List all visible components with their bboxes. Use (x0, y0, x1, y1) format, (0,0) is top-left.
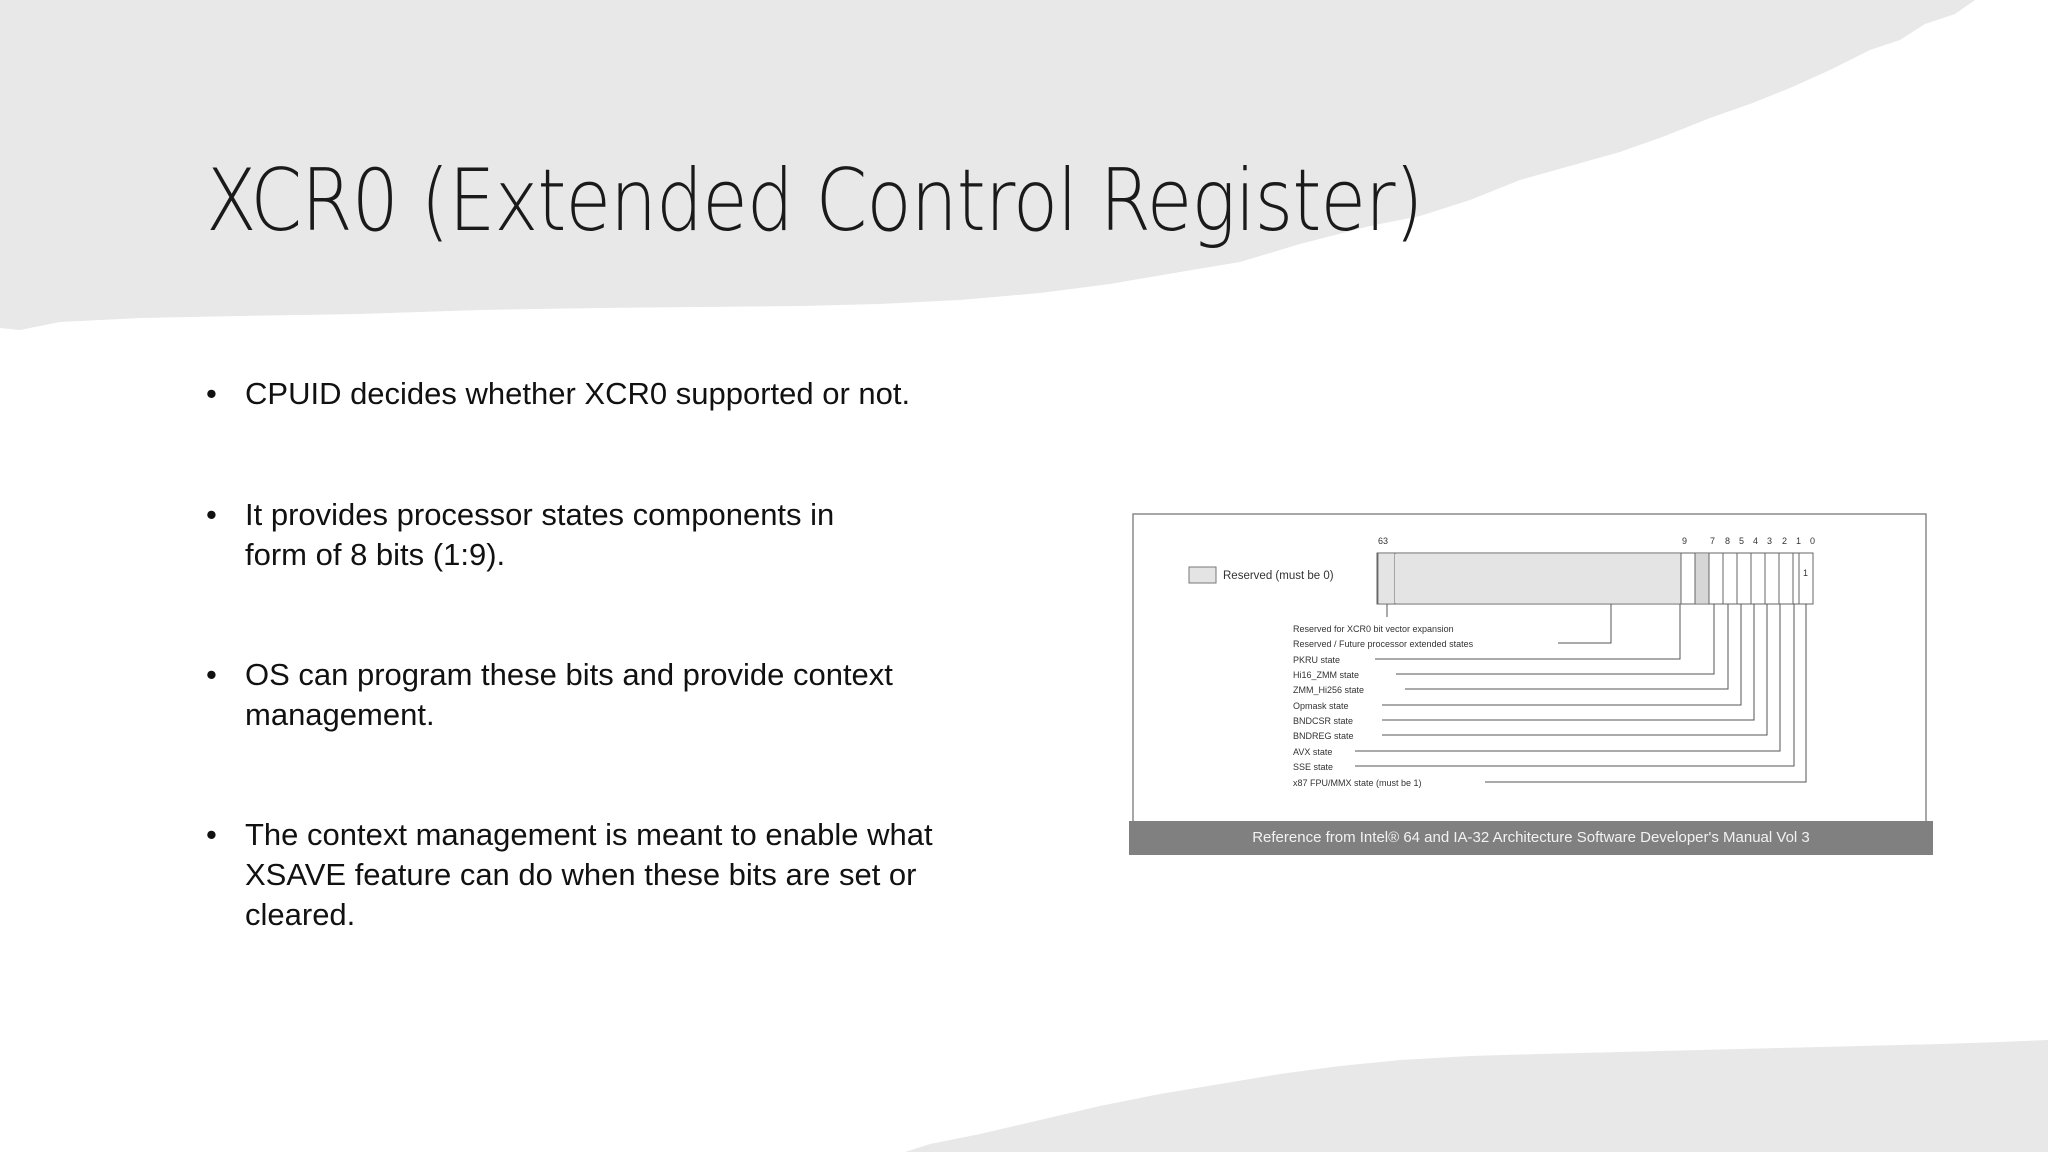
bullet-dot: • (206, 817, 217, 852)
slide-title: XCR0 (Extended Control Register) (206, 151, 1423, 251)
bottom-torn-paper (905, 1040, 2048, 1152)
bullet-dot: • (206, 497, 217, 532)
bit-label: 8 (1725, 536, 1731, 546)
bit0-value: 1 (1803, 568, 1809, 578)
bit-label: 9 (1682, 536, 1688, 546)
bit-label: 7 (1710, 536, 1716, 546)
bit-label: 63 (1378, 536, 1389, 546)
bit-label: 1 (1796, 536, 1802, 546)
bullet-text: It provides processor states components in form of 8 bits (1:9). (245, 497, 835, 572)
bit-label: 0 (1810, 536, 1816, 546)
bullet-dot: • (206, 376, 217, 411)
bullet-text: CPUID decides whether XCR0 supported or not. (245, 376, 911, 411)
bit-label: 2 (1782, 536, 1788, 546)
bit-label: 4 (1753, 536, 1759, 546)
state-label: AVX state (1293, 747, 1333, 757)
state-label: BNDREG state (1293, 731, 1354, 741)
bullet-text: OS can program these bits and provide context management. (245, 657, 893, 732)
legend-label: Reserved (must be 0) (1223, 570, 1334, 582)
bullet-text: The context management is meant to enable what XSAVE feature can do when these bits are set or cleared. (245, 817, 933, 932)
state-label: Hi16_ZMM state (1293, 670, 1360, 680)
bullet-dot: • (206, 657, 217, 692)
state-label: Opmask state (1293, 701, 1349, 711)
state-label: Reserved for XCR0 bit vector expansion (1293, 624, 1454, 634)
state-label: SSE state (1293, 762, 1334, 772)
bit-label: 5 (1739, 536, 1745, 546)
state-label: PKRU state (1293, 655, 1341, 665)
xcr0-diagram (1129, 513, 1933, 823)
bit-label: 3 (1767, 536, 1773, 546)
xcr0-figure (1129, 513, 1933, 855)
state-label: Reserved / Future processor extended states (1293, 639, 1474, 649)
figure-caption: Reference from Intel® 64 and IA-32 Architecture Software Developer's Manual Vol 3 (1129, 821, 1933, 855)
state-label: BNDCSR state (1293, 716, 1354, 726)
state-label: ZMM_Hi256 state (1293, 685, 1365, 695)
state-label: x87 FPU/MMX state (must be 1) (1293, 778, 1422, 788)
